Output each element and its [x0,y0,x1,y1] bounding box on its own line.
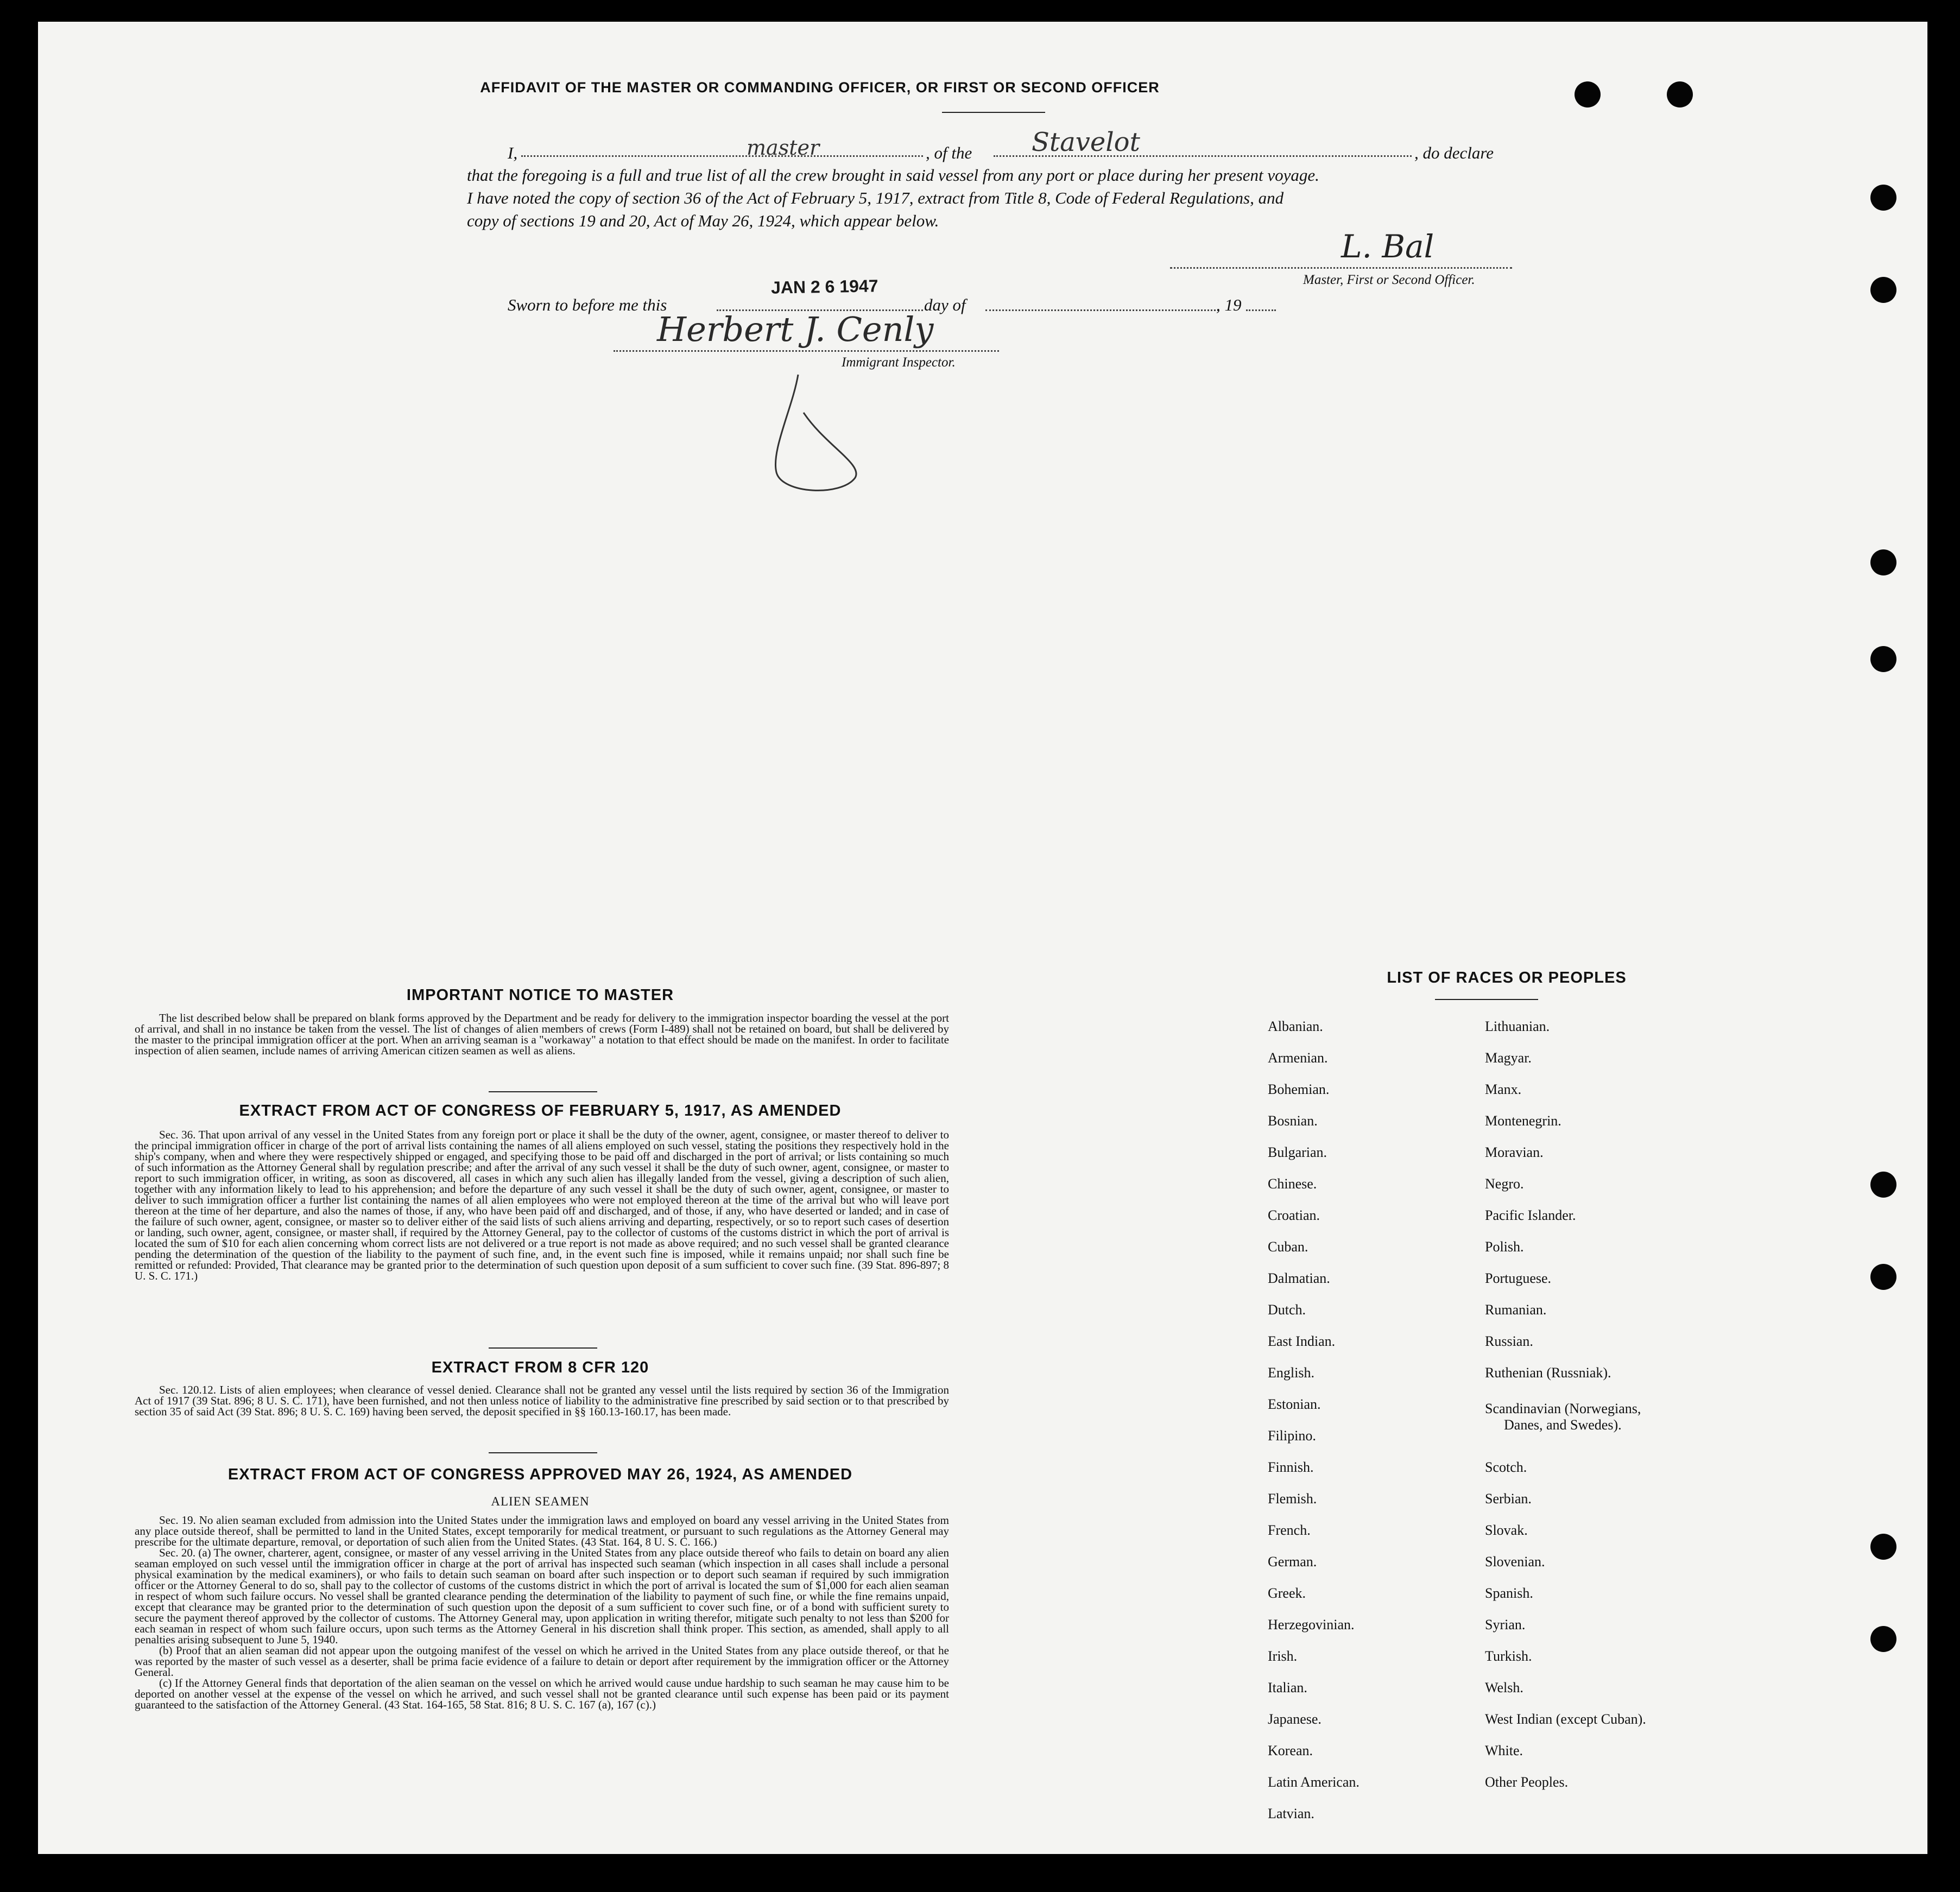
sec19-text: Sec. 19. No alien seaman excluded from admission into the United States under the immigration laws and employed on board any vessel arriving in the United States from any place outside thereof, shall be permitted to land in the United States, except temporarily for medical treatment, or pursuant to such regulations as the Attorney General may prescribe for the ultimate departure, removal, or deportation of such alien from the United States. (43 Stat. 164, 8 U. S. C. 166.) [135,1514,949,1548]
race-item: Syrian. [1485,1617,1526,1632]
race-item: Scotch. [1485,1459,1527,1475]
affidavit-body [467,164,1531,232]
race-item: German. [1268,1554,1317,1570]
sec20b-text: (b) Proof that an alien seaman did not appear upon the outgoing manifest of the vessel on which he arrived in the United States from any place outside thereof, or that he was reported by the master of such vessel as a deserter, shall be prima facie evidence of a failure to detain or deport after requirement by the immigration officer or the Attorney General. [135,1644,949,1679]
race-item: Serbian. [1485,1491,1532,1507]
race-item: Bosnian. [1268,1113,1318,1129]
race-item: Latin American. [1268,1774,1360,1790]
extract-cfr-heading: EXTRACT FROM 8 CFR 120 [431,1359,649,1376]
extract-1924-heading: EXTRACT FROM ACT OF CONGRESS APPROVED MAY 26, 1924, AS AMENDED [227,1466,853,1483]
race-item: Rumanian. [1485,1302,1547,1318]
punch-hole [1667,81,1693,107]
extract-1917-text: Sec. 36. That upon arrival of any vessel in the United States from any foreign port or place it shall be the duty of the owner, agent, consignee, or master thereof to deliver to the principal immigration officer in charge of the port of arrival lists containing the names of all aliens employed on such vessel, stating the positions they respectively hold in the ship's company, when and where they were respectively shipped or engaged, and specifying those to be paid off and discharged in the port of arrival; or lists containing so much of such information as the Attorney General shall by regulation prescribe; and after the arrival of any such vessel it shall be the duty of such owner, agent, consignee, or master to report to such immigration officer, in writing, as soon as discovered, all cases in which any such alien has illegally landed from the vessel, giving a description of such alien, together with any information likely to lead to his apprehension; and before the departure of any such vessel it shall be the duty of such owner, agent, consignee, or master to deliver to such immigration officer a further list containing the names of all alien employees who were not employed thereon at the time of the arrival but who will leave port thereon at the time of her departure, and also the names of those, if any, who have been paid off and discharged, and of those, if any, who have deserted or landed; and in case of the failure of such owner, agent, consignee, or master so to deliver either of the said lists of such aliens arriving and departing, respectively, or so to report such cases of desertion or landing, such owner, agent, consignee, or master shall, if required by the Attorney General, pay to the collector of customs of the customs district in which the port of arrival is located the sum of $10 for each alien concerning whom correct lists are not delivered or a true report is not made as above required; and no such vessel shall be granted clearance pending the determination of the question of the liability to the payment of such fine, and, in the event such fine is imposed, while it remains unpaid; nor shall such fine be remitted or refunded: Provided, That clearance may be granted prior to the determination of such question upon deposit of a sum sufficient to cover such fine. (39 Stat. 896-897; 8 U. S. C. 171.) [135,1128,949,1282]
race-item: Portuguese. [1485,1270,1552,1286]
inspector-signature: Herbert J. Cenly [657,309,934,349]
affidavit-heading: AFFIDAVIT OF THE MASTER OR COMMANDING OFFICER, OR FIRST OR SECOND OFFICER [480,79,1160,96]
section-rule [489,1091,597,1092]
section-rule [489,1347,597,1349]
race-item: Herzegovinian. [1268,1617,1355,1632]
heading-rule [942,112,1045,113]
inspector-signature-line [614,350,999,352]
race-item: Turkish. [1485,1648,1532,1664]
punch-hole [1870,549,1896,575]
race-item: Flemish. [1268,1491,1317,1507]
race-item: Dalmatian. [1268,1270,1330,1286]
race-item: Greek. [1268,1585,1306,1601]
race-item: Danes, and Swedes). [1504,1417,1622,1433]
date-stamp: JAN 2 6 1947 [770,276,878,298]
race-item: Armenian. [1268,1050,1328,1066]
inspector-caption: Immigrant Inspector. [842,355,956,370]
race-item: Polish. [1485,1239,1524,1255]
race-item: Slovenian. [1485,1554,1545,1570]
race-item: Bohemian. [1268,1081,1330,1097]
race-item: Welsh. [1485,1680,1523,1695]
year-prefix: , 19 [1216,295,1242,314]
do-declare-label: , do declare [1414,143,1494,162]
race-item: Slovak. [1485,1522,1528,1538]
master-handwritten: master [747,136,820,160]
race-item: French. [1268,1522,1311,1538]
master-caption: Master, First or Second Officer. [1303,273,1475,287]
affidavit-line1 [472,127,1537,162]
sec20c-text: (c) If the Attorney General finds that deportation of the alien seaman on the vessel on which he arrived would cause undue hardship to such seaman he may cause him to be deported on another vessel at the expense of the vessel on which he arrived, and such vessel shall not be granted clearance until such expense has been paid or its payment guaranteed to the satisfaction of the Attorney General. (43 Stat. 164-165, 58 Stat. 816; 8 U. S. C. 167 (a), 167 (c).) [135,1676,949,1711]
document-page [38,22,1927,1854]
race-item: Japanese. [1268,1711,1322,1727]
punch-hole [1575,81,1601,107]
punch-hole [1870,277,1896,303]
race-item: East Indian. [1268,1333,1336,1349]
master-signature: L. Bal [1341,228,1434,265]
master-field-line [521,155,923,157]
affidavit-body-line1: that the foregoing is a full and true list of all the crew brought in said vessel from any port or place during her present voyage. [467,166,1319,185]
race-item: English. [1268,1365,1314,1381]
punch-hole [1870,646,1896,672]
race-item: Bulgarian. [1268,1144,1327,1160]
race-item: Montenegrin. [1485,1113,1561,1129]
affidavit-body-line3: copy of sections 19 and 20, Act of May 26, 1924, which appear below. [467,211,939,230]
of-the-label: , of the [926,143,972,162]
races-heading-rule [1435,999,1538,1000]
year-field-line [1246,309,1276,311]
punch-hole [1870,1626,1896,1652]
race-item: Italian. [1268,1680,1307,1695]
race-item: White. [1485,1743,1523,1758]
sworn-label: Sworn to before me this [508,295,667,314]
race-item: Magyar. [1485,1050,1532,1066]
race-item: Latvian. [1268,1806,1314,1821]
race-item: Croatian. [1268,1207,1320,1223]
race-item: Manx. [1485,1081,1522,1097]
race-item: Filipino. [1268,1428,1316,1444]
punch-hole [1870,1172,1896,1198]
i-label: I, [508,143,518,162]
affidavit-body-line2: I have noted the copy of section 36 of the Act of February 5, 1917, extract from Title 8, Code of Federal Regulations, and [467,188,1284,207]
race-item: Cuban. [1268,1239,1308,1255]
sec20a-text: Sec. 20. (a) The owner, charterer, agent, consignee, or master of any vessel arriving in the United States from any place outside thereof who fails to detain on board any alien seaman employed on such vessel until the immigration officer in charge at the port of arrival has inspected such seaman (which inspection in all cases shall include a personal physical examination by the medical examiners), or who fails to detain such seaman on board after such inspection or to deport such seaman if required by such immigration officer or the Attorney General to do so, shall pay to the collector of customs of the customs district in which the port of arrival is located the sum of $1,000 for each alien seaman in respect of whom such failure occurs. No vessel shall be granted clearance pending the determination of the liability to payment of such fine, or while the fine remains unpaid, except that clearance may be granted prior to the determination of such question upon the deposit of a sum sufficient to cover such fine, or of a bond with sufficient surety to secure the payment thereof approved by the collector of customs. The Attorney General may, upon application in writing therefor, mitigate such penalty to not less than $200 for each seaman in respect of whom such failure occurs, upon such terms as the Attorney General in his discretion shall think proper. This section, as amended, shall apply to all penalties arising subsequent to June 5, 1940. [135,1546,949,1646]
vessel-handwritten: Stavelot [1032,127,1140,157]
race-item: Dutch. [1268,1302,1306,1318]
extract-1917-heading: EXTRACT FROM ACT OF CONGRESS OF FEBRUARY 5, 1917, AS AMENDED [239,1102,842,1119]
notice-heading: IMPORTANT NOTICE TO MASTER [406,986,674,1004]
punch-hole [1870,1534,1896,1560]
race-item: Russian. [1485,1333,1533,1349]
section-rule [489,1452,597,1453]
master-signature-line [1170,267,1512,269]
signature-flourish [760,364,901,505]
race-item: Scandinavian (Norwegians, [1485,1401,1641,1416]
race-item: Chinese. [1268,1176,1317,1192]
month-field-line [985,309,1219,311]
race-item: Ruthenian (Russniak). [1485,1365,1611,1381]
race-item: Other Peoples. [1485,1774,1569,1790]
race-item: Korean. [1268,1743,1313,1758]
race-item: Spanish. [1485,1585,1533,1601]
race-item: Moravian. [1485,1144,1544,1160]
race-item: West Indian (except Cuban). [1485,1711,1646,1727]
race-item: Irish. [1268,1648,1298,1664]
race-item: Negro. [1485,1176,1524,1192]
punch-hole [1870,1264,1896,1290]
day-of-label: day of [924,295,966,314]
race-item: Pacific Islander. [1485,1207,1576,1223]
extract-1924-subheading: ALIEN SEAMEN [491,1495,590,1508]
extract-1924-sections [135,1515,949,1710]
race-item: Albanian. [1268,1018,1323,1034]
race-item: Estonian. [1268,1396,1321,1412]
race-item: Lithuanian. [1485,1018,1550,1034]
punch-hole [1870,185,1896,211]
races-heading: LIST OF RACES OR PEOPLES [1387,969,1627,986]
extract-cfr-text: Sec. 120.12. Lists of alien employees; when clearance of vessel denied. Clearance shall not be granted any vessel until the lists required by section 36 of the Immigration Act of 1917 (39 Stat. 896; 8 U. S. C. 171), have been furnished, and not then unless notice of liability to the administrative fine prescribed by said section or to that prescribed by section 35 of said Act (39 Stat. 896; 8 U. S. C. 169) having been served, the deposit specified in §§ 160.13-160.17, has been made. [135,1383,949,1418]
notice-text: The list described below shall be prepared on blank forms approved by the Department and be ready for delivery to the immigration inspector boarding the vessel at the port of arrival, and shall in no instance be taken from the vessel. The list of changes of alien members of crews (Form I-489) shall not be retained on board, but shall be delivered by the master to the principal immigration officer at the port. When an arriving seaman is a "workaway" a notation to that effect should be made on the manifest. In order to facilitate inspection of alien seamen, include names of arriving American citizen seamen as well as aliens. [135,1011,949,1057]
race-item: Finnish. [1268,1459,1314,1475]
